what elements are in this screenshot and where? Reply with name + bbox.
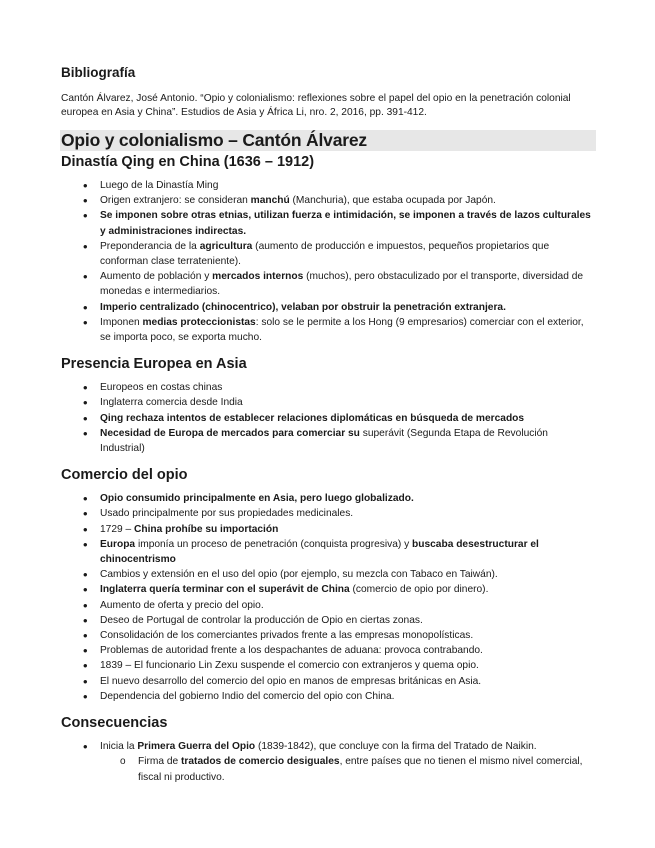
- text-run: 1729 –: [100, 523, 134, 535]
- list-item: [61, 658, 595, 673]
- text-run: Preponderancia de la: [100, 240, 200, 252]
- list-item: [61, 582, 595, 597]
- list-item: [61, 315, 595, 345]
- list-item: [61, 613, 595, 628]
- bold-text: Inglaterra quería terminar con el superávit de China: [100, 584, 350, 596]
- list-item: [61, 739, 595, 785]
- list-item: [61, 380, 595, 395]
- list-item: [61, 598, 595, 613]
- bibliography-reference: Cantón Álvarez, José Antonio. “Opio y colonialismo: reflexiones sobre el papel del opio en la penetración colonial europea en Asia y China”. Estudios de Asia y África Li, nro. 2, 2016, pp. 391-412.: [61, 93, 571, 118]
- list-item: [61, 300, 595, 315]
- sections-container: [61, 153, 595, 785]
- text-run: Problemas de autoridad frente a los despachantes de aduana: provoca contrabando.: [100, 645, 483, 657]
- list-item: [61, 178, 595, 193]
- section-heading: Presencia Europea en Asia: [61, 356, 247, 373]
- text-run: El nuevo desarrollo del comercio del opio en manos de empresas británicas en Asia.: [100, 675, 482, 687]
- bold-text: Qing rechaza intentos de establecer relaciones diplomáticas en búsqueda de mercados: [100, 412, 525, 424]
- list-item: [61, 269, 595, 299]
- bold-text: Primera Guerra del Opio: [137, 741, 256, 753]
- bold-text: Se imponen sobre otras etnias, utilizan fuerza e intimidación, se imponen a través de lazos culturales y administraciones indirectas.: [100, 210, 591, 237]
- list-item: [61, 506, 595, 521]
- section-heading: Dinastía Qing en China (1636 – 1912): [61, 154, 315, 170]
- text-run: Consolidación de los comerciantes privados frente a las empresas monopolísticas.: [100, 630, 474, 642]
- text-run: , entre países que no tienen el mismo nivel comercial, fiscal ni productivo.: [138, 756, 583, 783]
- text-run: Luego de la Dinastía Ming: [100, 180, 219, 191]
- text-run: Inglaterra comercia desde India: [100, 397, 243, 409]
- list-item: [61, 522, 595, 537]
- text-run: Cambios y extensión en el uso del opio (por ejemplo, su mezcla con Tabaco en Taiwán).: [100, 569, 498, 581]
- text-run: superávit (Segunda Etapa de Revolución Industrial): [100, 427, 548, 455]
- text-run: (Manchuria), que estaba ocupada por Japón.: [289, 195, 496, 207]
- text-run: Dependencia del gobierno Indio del comercio del opio con China.: [100, 690, 395, 702]
- bold-text: agricultura: [199, 240, 253, 252]
- bullet-list: [61, 380, 595, 456]
- text-run: Deseo de Portugal de controlar la producción de Opio en ciertas zonas.: [100, 614, 423, 626]
- text-run: 1839 – El funcionario Lin Zexu suspende el comercio con extranjeros y quema opio.: [100, 660, 479, 672]
- list-item: [61, 426, 595, 456]
- text-run: : solo se le permite a los Hong (9 empresarios) comerciar con el exterior, se importa poco, se exporta mucho.: [100, 316, 584, 344]
- bibliography-heading: Bibliografía: [61, 65, 136, 80]
- bold-text: medias proteccionistas: [142, 316, 256, 328]
- bullet-list: [61, 491, 595, 704]
- text-run: Aumento de oferta y precio del opio.: [100, 599, 264, 611]
- list-item: [61, 643, 595, 658]
- bold-text: Necesidad de Europa de mercados para comerciar su: [100, 427, 360, 439]
- list-item: [61, 193, 595, 208]
- bold-text: manchú: [250, 195, 290, 207]
- text-run: Europeos en costas chinas: [100, 382, 223, 394]
- text-run: (muchos), pero obstaculizado por el transporte, diversidad de monedas e intermediarios.: [100, 271, 584, 298]
- list-item: [61, 628, 595, 643]
- sub-list-item: [100, 754, 595, 784]
- text-run: Usado principalmente por sus propiedades medicinales.: [100, 508, 354, 520]
- document-title: [60, 130, 596, 151]
- text-run: Inicia la: [100, 741, 138, 753]
- bullet-list: [61, 739, 595, 785]
- bold-text: mercados internos: [212, 271, 304, 283]
- bold-text: Opio consumido principalmente en Asia, pero luego globalizado.: [100, 493, 414, 505]
- bullet-list: [61, 178, 595, 345]
- text-run: Imponen: [100, 316, 143, 328]
- list-item: [61, 491, 595, 506]
- text-run: (1839-1842), que concluye con la firma del Tratado de Naikin.: [255, 741, 537, 753]
- bold-text: tratados de comercio desiguales: [181, 756, 340, 768]
- text-run: Firma de: [138, 756, 182, 768]
- bold-text: China prohíbe su importación: [134, 523, 279, 535]
- text-run: Aumento de población y: [100, 271, 213, 283]
- list-item: [61, 567, 595, 582]
- list-item: [61, 537, 595, 567]
- list-item: [61, 689, 595, 704]
- bold-text: buscaba desestructurar el chinocentrismo: [100, 538, 539, 566]
- list-item: [61, 395, 595, 410]
- sub-bullet-list: [100, 754, 595, 784]
- list-item: [61, 411, 595, 426]
- section-heading: Comercio del opio: [61, 467, 188, 484]
- text-run: (aumento de producción e impuestos, pequeños propietarios que conforman clase terrateniente).: [100, 240, 550, 268]
- bold-text: Europa: [100, 538, 136, 550]
- text-run: Origen extranjero: se consideran: [100, 195, 251, 207]
- list-item: [61, 239, 595, 269]
- section-heading: Consecuencias: [61, 715, 168, 732]
- text-run: imponía un proceso de penetración (conquista progresiva) y: [135, 538, 413, 550]
- text-run: (comercio de opio por dinero).: [349, 584, 489, 596]
- list-item: [61, 674, 595, 689]
- document-title-text: Opio y colonialismo – Cantón Álvarez: [61, 130, 367, 150]
- list-item: [61, 208, 595, 238]
- bold-text: Imperio centralizado (chinocentrico), velaban por obstruir la penetración extranjera.: [100, 301, 506, 313]
